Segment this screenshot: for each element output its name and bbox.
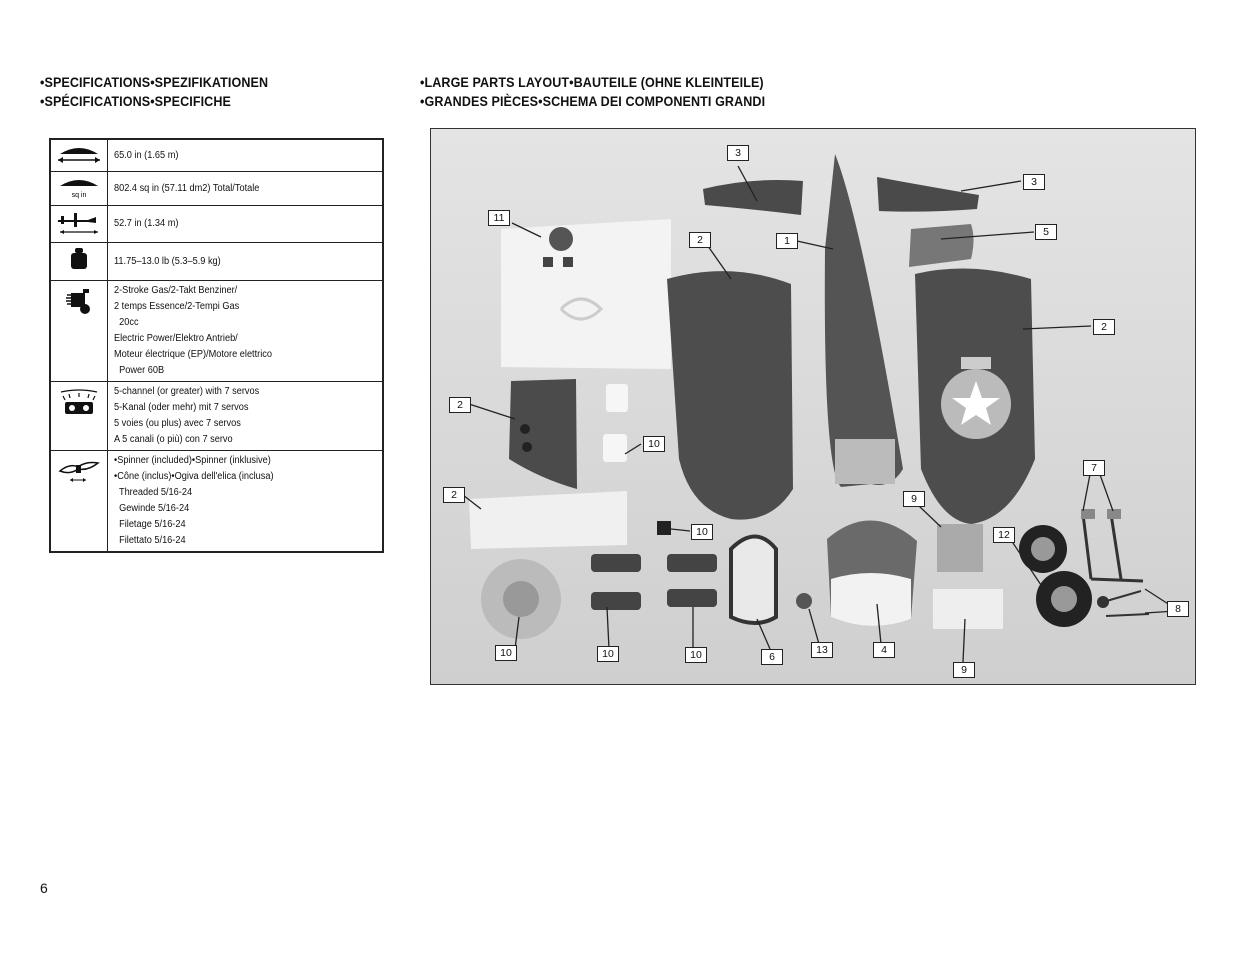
callout-2-right-wing: 2 (1093, 319, 1115, 335)
engine-icon (50, 281, 108, 382)
motor-box (937, 524, 983, 572)
spec-row-propeller (50, 451, 383, 553)
length-icon (50, 206, 108, 243)
callout-10-engine: 10 (495, 645, 517, 661)
spec-wingspan-text: 65.0 in (1.65 m) (108, 139, 384, 172)
parts-layout-heading-line-1: •LARGE PARTS LAYOUT•BAUTEILE (OHNE KLEINTEILE) (420, 75, 764, 90)
spec-row-length (50, 206, 383, 243)
callout-1: 1 (776, 233, 798, 249)
callout-3-left: 3 (727, 145, 749, 161)
callout-9-plate: 9 (953, 662, 975, 678)
spec-length-text: 52.7 in (1.34 m) (108, 206, 384, 243)
callout-4: 4 (873, 642, 895, 658)
parts-illustration (431, 129, 1195, 684)
callout-10-canopy-parts: 10 (643, 436, 665, 452)
callout-11: 11 (488, 210, 510, 226)
spec-row-power (50, 281, 383, 382)
callout-2-left-wing: 2 (689, 232, 711, 248)
callout-9-motor-box: 9 (903, 491, 925, 507)
parts-layout-heading (420, 73, 765, 111)
parts-layout-heading-line-2: •GRANDES PIÈCES•SCHEMA DEI COMPONENTI GRANDI (420, 94, 766, 109)
spec-weight-text: 11.75–13.0 lb (5.3–5.9 kg) (108, 243, 384, 281)
spec-radio-text: 5-channel (or greater) with 7 servos 5-Kanal (oder mehr) mit 7 servos 5 voies (ou plus) avec 7 servos A 5 canali (o più) con 7 servo (108, 382, 384, 451)
wing-area-icon (50, 172, 108, 206)
specifications-heading-line-1: •SPECIFICATIONS•SPEZIFIKATIONEN (40, 75, 269, 90)
parts-layout-photo (430, 128, 1196, 685)
callout-10-scoop-right: 10 (685, 647, 707, 663)
callout-6: 6 (761, 649, 783, 665)
specifications-table (49, 138, 384, 553)
spec-propeller-text: •Spinner (included)•Spinner (inklusive) •Cône (inclus)•Ogiva dell'elica (inclusa) Threaded 5/16-24 Gewinde 5/16-24 Filetage 5/16-24 Filettato 5/16-24 (108, 451, 384, 553)
canopy (731, 537, 776, 624)
weight-icon (50, 243, 108, 281)
callout-2-aileron: 2 (449, 397, 471, 413)
spec-row-radio (50, 382, 383, 451)
callout-2-cowl-panel: 2 (443, 487, 465, 503)
spec-row-wing-area (50, 172, 383, 206)
callout-3-right: 3 (1023, 174, 1045, 190)
callout-7: 7 (1083, 460, 1105, 476)
radio-icon (50, 382, 108, 451)
wing-area-icon-label: sq in (71, 192, 87, 199)
page-number: 6 (40, 880, 48, 896)
specifications-heading-line-2: •SPÉCIFICATIONS•SPECIFICHE (40, 94, 231, 109)
wingspan-icon (50, 139, 108, 172)
callout-13: 13 (811, 642, 833, 658)
callout-10-small: 10 (691, 524, 713, 540)
specifications-heading (40, 73, 268, 111)
callout-5: 5 (1035, 224, 1057, 240)
callout-12: 12 (993, 527, 1015, 543)
callout-8: 8 (1167, 601, 1189, 617)
spec-wing-area-text: 802.4 sq in (57.11 dm2) Total/Totale (108, 172, 384, 206)
callout-10-scoop-left: 10 (597, 646, 619, 662)
cowl-panel (469, 491, 627, 549)
spec-row-weight (50, 243, 383, 281)
propeller-icon (50, 451, 108, 553)
decal-sheet (501, 219, 671, 369)
spec-row-wingspan (50, 139, 383, 172)
spec-power-text: 2-Stroke Gas/2-Takt Benziner/ 2 temps Essence/2-Tempi Gas 20cc Electric Power/Elektro Antrieb/ Moteur électrique (EP)/Motore elettrico Power 60B (108, 281, 384, 382)
